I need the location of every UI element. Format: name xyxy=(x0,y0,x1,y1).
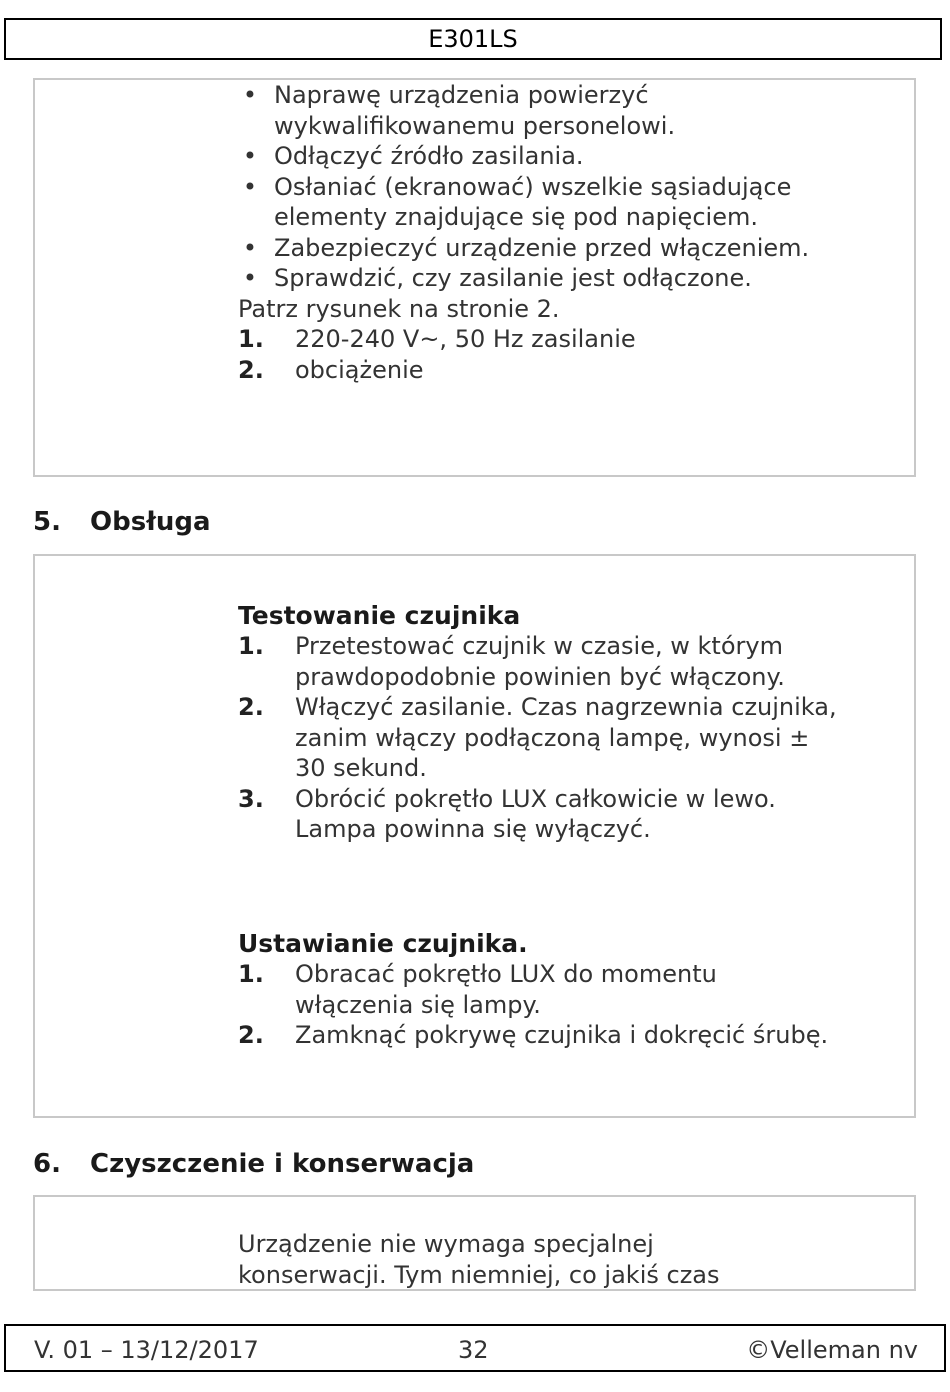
testing-content xyxy=(238,600,838,845)
cleaning-text: Urządzenie nie wymaga specjalnej konserwacji. Tym niemniej, co jakiś czas xyxy=(238,1230,720,1289)
bullet-icon: • xyxy=(242,81,258,109)
testing-steps xyxy=(238,631,838,845)
safety-bullet-list xyxy=(238,80,838,294)
section-5-heading: 5. Obsługa xyxy=(33,507,211,537)
copyright: ©Velleman nv xyxy=(746,1336,918,1364)
page-number: 32 xyxy=(458,1336,489,1364)
operation-box xyxy=(33,554,916,1118)
list-item: 3. Obrócić pokrętło LUX całkowicie w lewo. Lampa powinna się wyłączyć. xyxy=(238,784,776,843)
bullet-icon: • xyxy=(242,233,258,262)
wiring-list xyxy=(238,324,838,385)
version-date: V. 01 – 13/12/2017 xyxy=(34,1336,259,1364)
list-item: 2. obciążenie xyxy=(238,355,424,384)
testing-heading: Testowanie czujnika xyxy=(238,601,521,630)
setting-steps xyxy=(238,959,838,1051)
list-item: • Sprawdzić, czy zasilanie jest odłączone. xyxy=(238,263,838,294)
setting-heading: Ustawianie czujnika. xyxy=(238,929,528,958)
safety-box xyxy=(33,78,916,477)
list-item: 1. Obracać pokrętło LUX do momentu włączenia się lampy. xyxy=(238,960,717,1019)
bullet-icon: • xyxy=(242,264,258,292)
bullet-icon: • xyxy=(242,172,258,201)
list-item: • Osłaniać (ekranować) wszelkie sąsiadujące elementy znajdujące się pod napięciem. xyxy=(238,172,838,233)
bullet-icon: • xyxy=(242,142,258,170)
cleaning-box xyxy=(33,1195,916,1291)
setting-content xyxy=(238,928,838,1051)
document-footer xyxy=(4,1324,946,1372)
document-header xyxy=(4,18,942,60)
list-item: • Naprawę urządzenia powierzyć wykwalifikowanemu personelowi. xyxy=(238,80,838,141)
list-item: • Zabezpieczyć urządzenie przed włączeniem. xyxy=(238,233,838,264)
list-item: 2. Włączyć zasilanie. Czas nagrzewnia czujnika, zanim włączy podłączoną lampę, wynosi ± 30 sekund. xyxy=(238,693,837,782)
figure-note: Patrz rysunek na stronie 2. xyxy=(238,294,560,323)
safety-content xyxy=(238,80,838,385)
list-item: 1. Przetestować czujnik w czasie, w którym prawdopodobnie powinien być włączony. xyxy=(238,632,785,691)
section-6-heading: 6. Czyszczenie i konserwacja xyxy=(33,1149,475,1179)
list-item: 1. 220-240 V~, 50 Hz zasilanie xyxy=(238,325,636,353)
model-title: E301LS xyxy=(428,25,518,53)
list-item: • Odłączyć źródło zasilania. xyxy=(238,141,838,172)
list-item: 2. Zamknąć pokrywę czujnika i dokręcić śrubę. xyxy=(238,1021,829,1049)
